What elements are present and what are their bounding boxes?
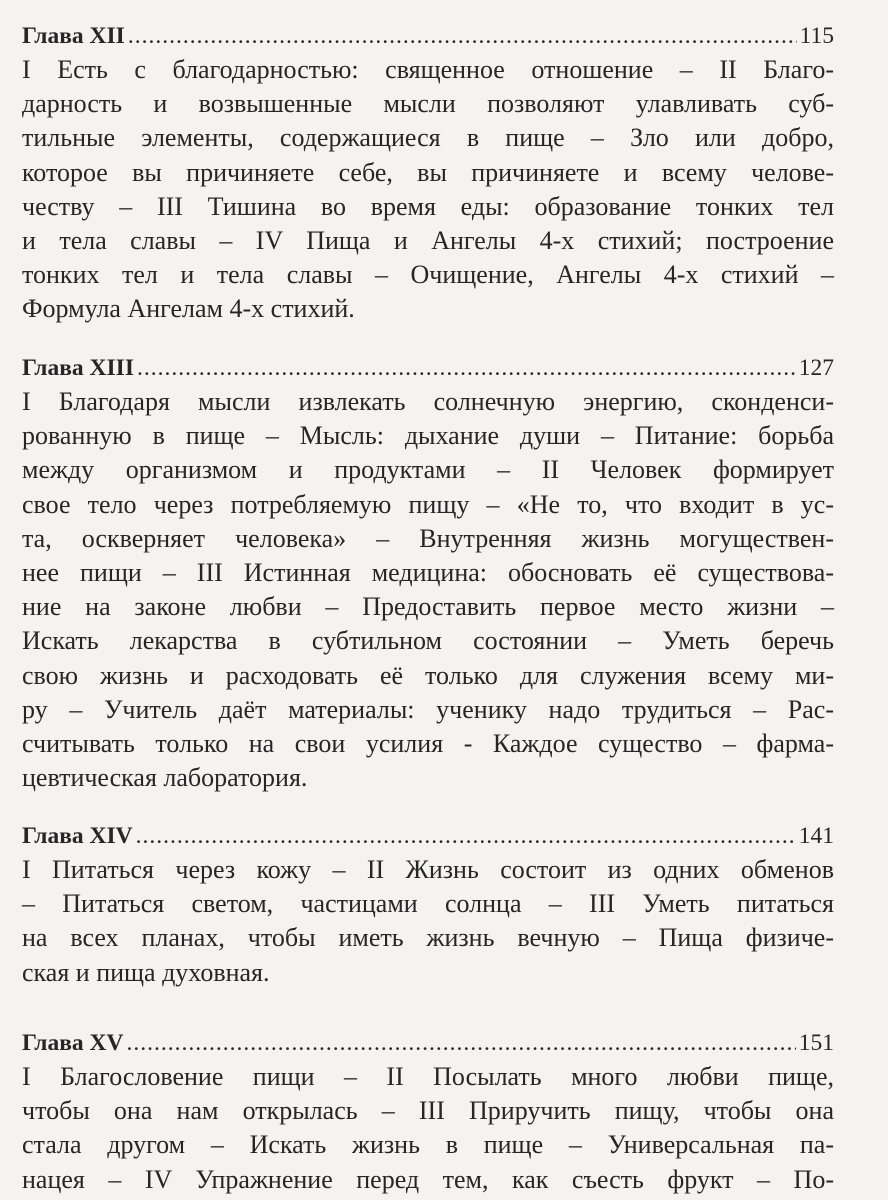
chapter-xii: [22, 20, 834, 327]
chapter-title: Глава XIV: [22, 823, 133, 849]
page-number: 151: [798, 1030, 834, 1056]
summary-line: чтобы она нам открылась – III Приручить пищу, чтобы она: [22, 1096, 834, 1126]
summary-line: ние на законе любви – Предоставить первое место жизни –: [22, 592, 834, 622]
chapter-xv: [22, 1027, 834, 1197]
summary-line: считывать только на свои усилия - Каждое существо – фарма-: [22, 728, 834, 758]
summary-line: I Питаться через кожу – II Жизнь состоит из одних обменов: [22, 855, 834, 884]
summary-line: тильные элементы, содержащиеся в пище – Зло или добро,: [22, 123, 834, 153]
summary-line: I Есть с благодарностью: священное отношение – II Благо-: [22, 55, 834, 84]
chapter-xiii: [22, 352, 834, 795]
dot-leader: [127, 1027, 796, 1060]
dot-leader: [137, 352, 796, 385]
summary-line: цевтическая лаборатория.: [22, 763, 308, 793]
summary-line: нацея – IV Упражнение перед тем, как съесть фрукт – По-: [22, 1164, 834, 1194]
summary-line: дарность и возвышенные мысли позволяют улавливать суб-: [22, 89, 834, 119]
summary-line: I Благодаря мысли извлекать солнечную энергию, сконденси-: [22, 387, 834, 416]
summary-line: Формула Ангелам 4-х стихий.: [22, 294, 355, 324]
page-number: 115: [799, 23, 834, 49]
summary-line: свою жизнь и расходовать её только для служения всему ми-: [22, 660, 834, 690]
summary-line: которое вы причиняете себе, вы причиняете и всему челове-: [22, 157, 834, 187]
summary-line: между организмом и продуктами – II Человек формирует: [22, 455, 834, 485]
chapter-xiv: [22, 820, 834, 990]
summary-line: нее пищи – III Истинная медицина: обосновать её существова-: [22, 557, 834, 587]
dot-leader: [136, 820, 796, 853]
chapter-heading: [22, 1027, 834, 1060]
page-number: 141: [798, 823, 834, 849]
summary-line: рованную в пище – Мысль: дыхание души – Питание: борьба: [22, 421, 834, 451]
summary-line: ская и пища духовная.: [22, 957, 270, 987]
chapter-heading: [22, 820, 834, 853]
summary-line: стала другом – Искать жизнь в пище – Универсальная па-: [22, 1130, 834, 1160]
summary-line: Искать лекарства в субтильном состоянии – Уметь беречь: [22, 626, 834, 656]
summary-line: свое тело через потребляемую пищу – «Не то, что входит в ус-: [22, 489, 834, 519]
chapter-title: Глава XV: [22, 1030, 124, 1056]
summary-line: та, оскверняет человека» – Внутренняя жизнь могуществен-: [22, 523, 834, 553]
dot-leader: [128, 20, 797, 53]
summary-line: тонких тел и тела славы – Очищение, Ангелы 4-х стихий –: [22, 260, 834, 290]
summary-line: I Благословение пищи – II Посылать много любви пище,: [22, 1062, 834, 1091]
chapter-heading: [22, 20, 834, 53]
chapter-heading: [22, 352, 834, 385]
summary-line: – Питаться светом, частицами солнца – III Уметь питаться: [22, 889, 834, 919]
summary-line: на всех планах, чтобы иметь жизнь вечную – Пища физиче-: [22, 923, 834, 953]
chapter-title: Глава XII: [22, 23, 125, 49]
chapter-title: Глава XIII: [22, 355, 134, 381]
summary-line: ру – Учитель даёт материалы: ученику надо трудиться – Рас-: [22, 694, 834, 724]
summary-line: честву – III Тишина во время еды: образование тонких тел: [22, 191, 834, 221]
page-number: 127: [798, 355, 834, 381]
summary-line: и тела славы – IV Пища и Ангелы 4-х стихий; построение: [22, 225, 834, 255]
